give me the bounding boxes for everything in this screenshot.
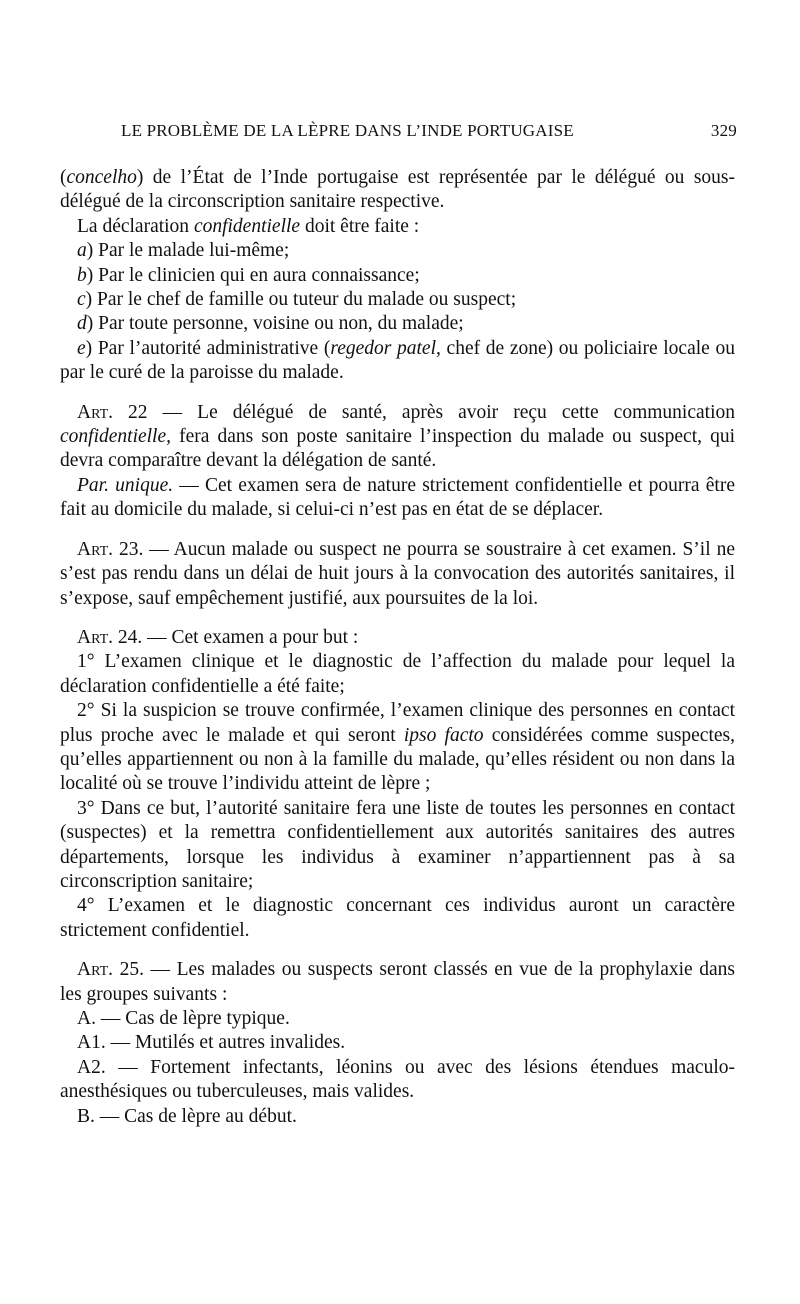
- article-24-item-2: 2° Si la suspicion se trouve confirmée, l’examen clinique des personnes en contact plus proche avec le malade et qui seront ipso facto considérées comme suspectes, qu’elles appartiennent ou non à la famille du malade, qu’elles résident ou non dans la localité où se trouve l’individu atteint de lèpre ;: [60, 700, 736, 795]
- group-b: B. — Cas de lèpre au début.: [77, 1105, 297, 1127]
- list-item-e: e) Par l’autorité administrative (regedor patel, chef de zone) ou policiaire locale ou par le curé de la paroisse du malade.: [60, 337, 735, 384]
- group-a2: A2. — Fortement infectants, léonins ou avec des lésions étendues maculo-anesthésiques ou tuberculeuses, mais valides.: [60, 1056, 735, 1103]
- page-body: [60, 166, 735, 1129]
- article-25: Art. 25. — Les malades ou suspects seront classés en vue de la prophylaxie dans les groupes suivants :: [60, 959, 735, 1005]
- paragraph-declaration: La déclaration confidentielle doit être faite :: [77, 215, 420, 237]
- paragraph-label: Par. unique.: [77, 474, 174, 496]
- article-22: Art. 22 — Le délégué de santé, après avoir reçu cette communication confidentielle, fera dans son poste sanitaire l’inspection du malade ou suspect, qui devra comparaître devant la délégation de santé.: [60, 401, 735, 472]
- article-label: Art. 24.: [77, 626, 143, 648]
- paragraph-unique: Par. unique. — Cet examen sera de nature strictement confidentielle et pourra être fait au domicile du malade, si celui-ci n’est pas en état de se déplacer.: [60, 474, 735, 521]
- article-label: Art. 22: [77, 401, 148, 423]
- article-24-item-1: 1° L’examen clinique et le diagnostic de l’affection du malade pour lequel la déclaration confidentielle a été faite;: [60, 651, 735, 697]
- article-24-item-4: 4° L’examen et le diagnostic concernant ces individus auront un caractère strictement confidentiel.: [60, 895, 735, 941]
- running-title: LE PROBLÈME DE LA LÈPRE DANS L’INDE PORTUGAISE: [121, 121, 574, 140]
- group-a1: A1. — Mutilés et autres invalides.: [77, 1032, 346, 1054]
- page-number: 329: [710, 121, 737, 140]
- article-label: Art. 23.: [77, 538, 144, 560]
- list-item-d: d) Par toute personne, voisine ou non, du malade;: [77, 313, 464, 335]
- list-item-a: a) Par le malade lui-même;: [77, 240, 290, 262]
- list-item-c: c) Par le chef de famille ou tuteur du malade ou suspect;: [77, 289, 517, 311]
- group-a: A. — Cas de lèpre typique.: [77, 1008, 290, 1029]
- paragraph-concelho: (concelho) de l’État de l’Inde portugaise est représentée par le délégué ou sous-délégué de la circonscription sanitaire respective.: [60, 167, 735, 213]
- list-item-b: b) Par le clinicien qui en aura connaissance;: [77, 264, 420, 286]
- article-24-item-3: 3° Dans ce but, l’autorité sanitaire fera une liste de toutes les personnes en contact (suspectes) et la remettra confidentiellement aux autorités sanitaires des autres départements, lorsque les individus à examiner n’appartiennent pas à sa circonscription sanitaire;: [60, 797, 735, 892]
- term-concelho: concelho: [66, 167, 137, 188]
- article-24: Art. 24. — Cet examen a pour but :: [77, 626, 359, 648]
- article-label: Art. 25.: [77, 959, 144, 981]
- article-23: Art. 23. — Aucun malade ou suspect ne pourra se soustraire à cet examen. S’il ne s’est pas rendu dans un délai de huit jours à la convocation des autorités sanitaires, il s’expose, sauf empêchement justifié, aux poursuites de la loi.: [60, 538, 735, 609]
